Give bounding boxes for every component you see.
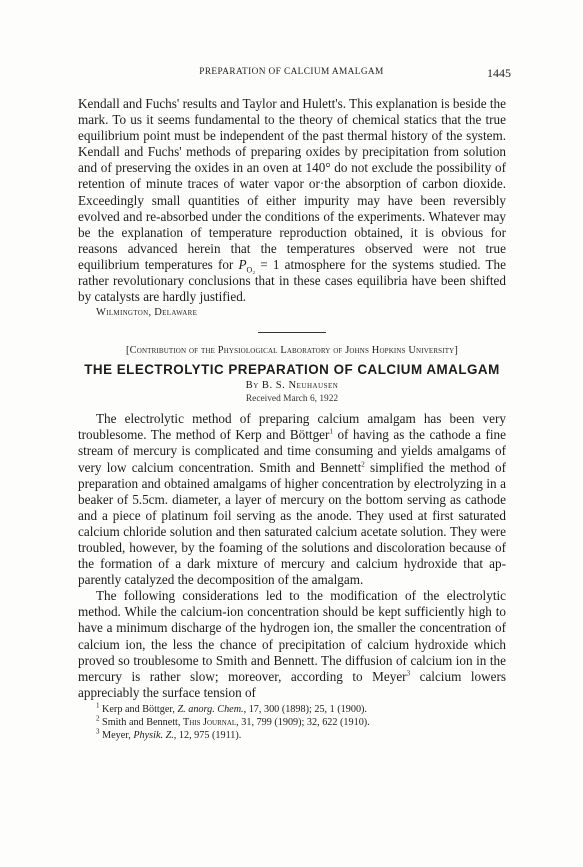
section-divider (258, 332, 326, 333)
footnote-ref-2[interactable]: 2 (361, 460, 365, 469)
body-paragraph-1 (78, 411, 506, 588)
footnotes (78, 701, 506, 743)
received-date: Received March 6, 1922 (245, 394, 339, 405)
article-author: By B. S. Neuhausen (245, 380, 339, 392)
footnote-text: Kerp and Böttger, (99, 703, 178, 715)
text-line: by catalysts are hardly justified. (78, 289, 247, 305)
footnote-text: Smith and Bennett, (99, 716, 183, 728)
paragraph-text: The electrolytic method of preparing calcium amalgam has been very troublesome. The method of Kerp and Böttger (78, 411, 506, 443)
text-line: oxides by precipitation from solution and of preserving the oxides in an (78, 144, 507, 176)
footnote-1 (96, 701, 506, 717)
oxygen-subscript: O₂ (246, 265, 256, 275)
body-paragraph-2 (78, 588, 506, 701)
footnote-ref-3[interactable]: 3 (406, 669, 411, 678)
previous-article-conclusion (78, 96, 506, 305)
text-line: thermal history of the system. Kendall and Fuchs' methods of preparing (78, 128, 507, 160)
text-line: advanced herein that the temperatures observed were not true equilibrium (78, 240, 506, 272)
text-line: quantities of either impurity may have been reversibly evolved and re- (78, 192, 506, 224)
paragraph-text: of having as the cathode a fine stream of mercury is complicated and time consuming and yields amalgams of very low calcium concentration. Smith and Bennett (78, 427, 506, 475)
journal-name: Z. anorg. Chem. (177, 703, 244, 715)
footnote-text: , 12, 975 (1911). (173, 729, 242, 741)
footnote-mark: 1 (96, 701, 100, 710)
journal-name: This Journal (182, 716, 237, 728)
footnote-text: , 31, 799 (1909); 32, 622 (1910). (236, 716, 370, 728)
text-line: absorbed under the conditions of the experiments. Whatever may be the (78, 208, 506, 240)
page-body (78, 96, 506, 743)
running-title: PREPARATION OF CALCIUM AMALGAM (199, 67, 384, 77)
paragraph-text: calcium lowers appreciably the surface tension of (78, 668, 506, 700)
footnote-ref-1[interactable]: 1 (329, 427, 333, 436)
footnote-text: Meyer, (99, 729, 134, 741)
text-line: revolutionary conclusions that in these cases equilibria have been shifted (113, 273, 506, 289)
text-line: oven at 140° do not exclude the possibility of retention of minute traces (78, 160, 506, 192)
contribution-line: [Contribution of the Physiological Laboratory of Johns Hopkins University] (126, 345, 458, 357)
text-line: of water vapor or·the absorption of carbon dioxide. Exceedingly small (78, 176, 506, 208)
text-line: explanation of temperature reproduction obtained, it is obvious for reasons (78, 224, 507, 256)
text-line: statics that the true equilibrium point must be independent of the past (78, 112, 507, 144)
footnote-mark: 3 (96, 727, 100, 736)
footnote-3 (96, 727, 506, 743)
pressure-symbol: P (238, 256, 247, 272)
paragraph-text: The following considerations led to the modification of the electrolytic method. While the calcium-ion concentration should be kept sufficiently high to have a minimum discharge of the hydrogen ion, the smaller the concentration of calcium ion, the less the chance of precipitation of calcium hydroxide which proved so troublesome to Smith and Bennett. The diffusion of calcium ion in the mercury is rather slow; moreover, according to Meyer (78, 588, 506, 684)
footnote-text: , 17, 300 (1898); 25, 1 (1900). (243, 703, 367, 715)
page-number: 1445 (487, 66, 511, 80)
po2-text-after: = 1 atmosphere for the systems studied. The rather (78, 256, 507, 289)
running-header (78, 66, 511, 81)
po2-text-before: temperatures for (144, 256, 239, 272)
author-location: Wilmington, Delaware (96, 307, 198, 319)
footnote-mark: 2 (96, 714, 100, 723)
article-title: THE ELECTROLYTIC PREPARATION OF CALCIUM AMALGAM (84, 362, 500, 378)
journal-name: Physik. Z. (133, 729, 174, 741)
paragraph-text: simplified the method of preparation and obtained amalgams of higher concentration by electrolyzing in a beaker of 5.5cm. diameter, a layer of mercury on the bottom serving as cathode and a piece of platinum foil serving as the anode. They used at first saturated calcium chloride solution and then saturated calcium acetate solution. They were troubled, however, by the foaming of the solutions and discoloration because of the formation of a dark mixture of mercury and calcium hydroxide that apparently catalyzed the decomposition of the amalgam. (78, 459, 506, 588)
footnote-2 (96, 714, 506, 730)
text-line: is beside the mark. To us it seems fundamental to the theory of chemical (78, 96, 506, 128)
text-line: Kendall and Fuchs' results and Taylor and Hulett's. This explanation (78, 96, 438, 111)
